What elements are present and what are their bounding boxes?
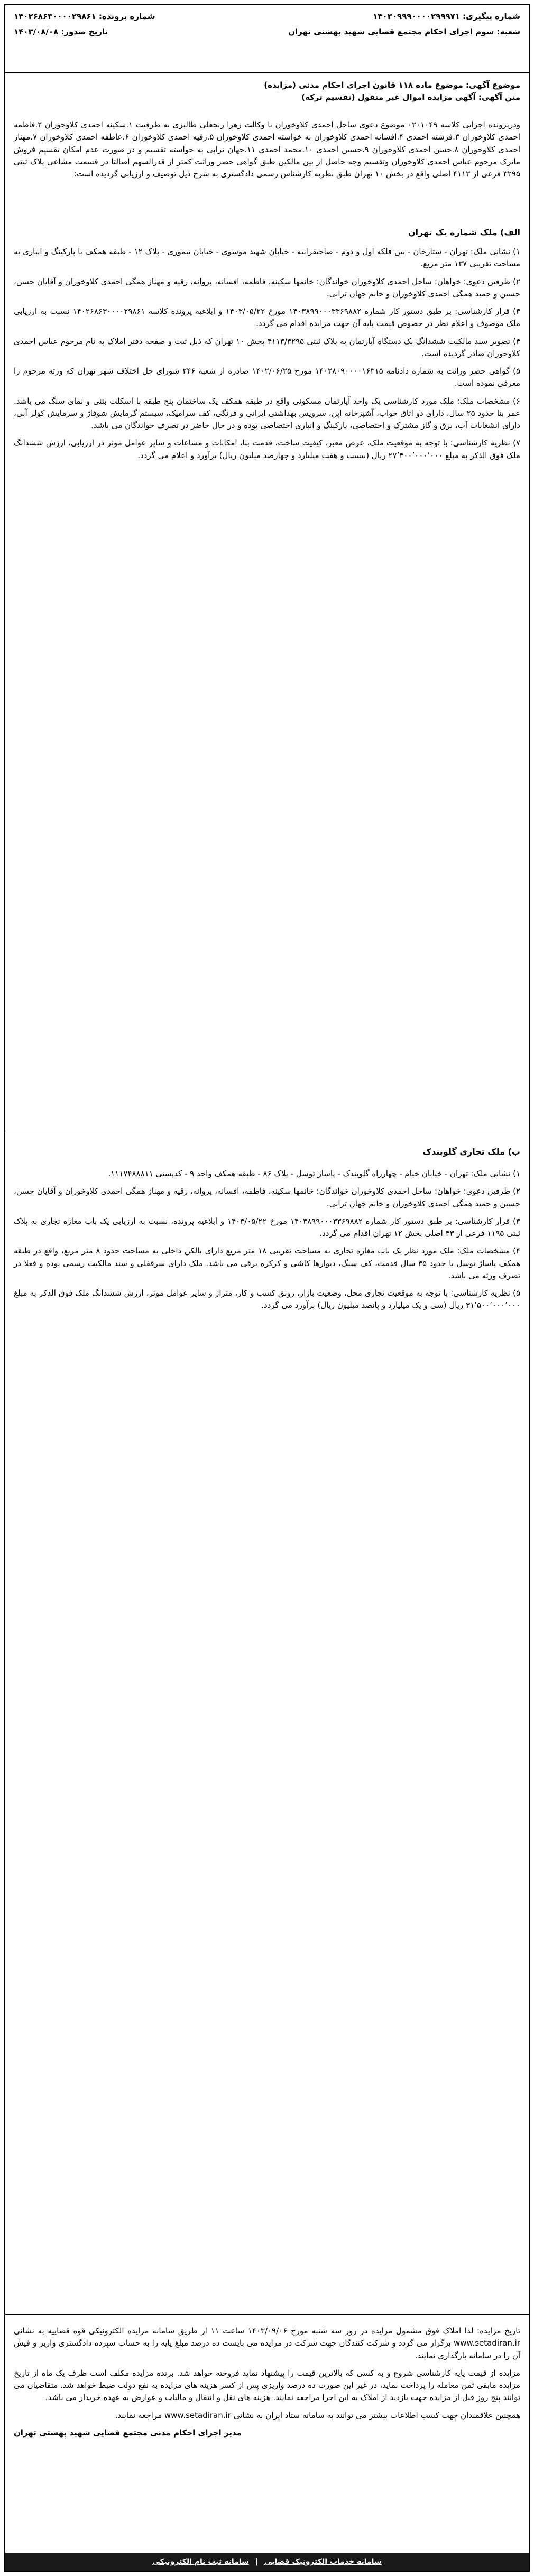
- section-2-title: ب) ملک تجاری گلوبندک: [422, 1147, 520, 1157]
- tracking-number: شماره پیگیری: ۱۴۰۳۰۹۹۹۰۰۰۰۲۹۹۹۷۱: [373, 12, 520, 21]
- section-1-title: الف) ملک شماره یک تهران: [408, 227, 520, 237]
- notice-header: [5, 5, 529, 73]
- auction-divider: [5, 2314, 529, 2315]
- section-2-order: ۳) قرار کارشناسی: بر طبق دستور کار شماره ۱۴۰۳۸۹۹۰۰۰۳۳۶۹۸۸۲ مورخ ۱۴۰۳/۰۵/۲۲ و ابلاغیه پرونده، نسبت به ارزیابی یک باب مغازه تجاری به پلاک ثبتی ۱۱۹۵ فرعی از ۴۳ اصلی بخش ۱۲ تهران اقدام می گردد.: [14, 1216, 520, 1238]
- subject-line: موضوع آگهی: موضوع ماده ۱۱۸ قانون اجرای احکام مدنی (مزایده): [264, 80, 520, 90]
- section-1-valuation: ۷) نظریه کارشناسی: با توجه به موقعیت ملک، عرض معبر، کیفیت ساخت، قدمت بنا، امکانات و مشاعات و سایر عوامل موثر در ارزیابی، ارزش ششدانگ ملک فوق الذکر به مبلغ ۲۷٬۴۰۰٬۰۰۰٬۰۰۰ ریال (بیست و هفت میلیارد و چهارصد میلیون ریال) برآورد و اعلام می گردد.: [14, 438, 520, 460]
- signature: مدیر اجرای احکام مدنی مجتمع قضایی شهید بهشتی تهران: [14, 2428, 242, 2438]
- section-2-body: [14, 1168, 520, 1317]
- notice-subject: [5, 74, 529, 108]
- section-2-specs: ۴) مشخصات ملک: ملک مورد نظر یک باب مغازه تجاری به مساحت تقریبی ۱۸ متر مربع دارای بالکن داخلی به مساحت حدود ۸ متر مربع، واقع در طبقه همکف پاساژ توسل با حدود ۳۵ سال قدمت، کف سنگ، دیوارها کاشی و کرکره برقی می باشد. ملک دارای سرقفلی و سند مالکیت رسمی بوده و فعلا در تصرف ورثه می باشد.: [14, 1246, 520, 1280]
- section-1-parties: ۲) طرفین دعوی: خواهان: ساحل احمدی کلاوخوران خواندگان: خانمها سکینه، فاطمه، افسانه، پروانه، رقیه و مهناز همگی احمدی کلاوخوران و آقایان حسن، حسین و حمید همگی احمدی کلاوخوران و خانم جهان ترابی.: [14, 276, 520, 299]
- section-1-address: ۱) نشانی ملک: تهران - ستارخان - بین فلکه اول و دوم - صاحبقرانیه - خیابان شهید موسوی - خیابان تیموری - پلاک ۱۲ - طبقه همکف با پارکینگ و انباری به مساحت تقریبی ۱۳۷ متر مربع.: [14, 247, 520, 269]
- footer-bar: [5, 2553, 529, 2571]
- footer-link-services[interactable]: سامانه خدمات الکترونیک قضایی: [264, 2558, 382, 2566]
- header-row-2: [14, 26, 520, 38]
- section-2-valuation: ۵) نظریه کارشناسی: با توجه به موقعیت تجاری محل، وضعیت بازار، رونق کسب و کار، متراژ و سایر عوامل موثر، ارزش ششدانگ ملک فوق الذکر به مبلغ ۳۱٬۵۰۰٬۰۰۰٬۰۰۰ ریال (سی و یک میلیارد و پانصد میلیون ریال) برآورد می گردد.: [14, 1288, 520, 1310]
- footer-separator: |: [255, 2558, 258, 2566]
- auction-conditions-paragraph: مزایده از قیمت پایه کارشناسی شروع و به کسی که بالاترین قیمت را پیشنهاد نماید فروخته خواهد شد. برنده مزایده مکلف است ظرف یک ماه از تاریخ مزایده مابقی ثمن معامله را پرداخت نماید، در غیر این صورت ده درصد واریزی پس از کسر هزینه های مزایده به نفع دولت ضبط خواهد شد. متقاضیان می توانند پنج روز قبل از مزایده جهت بازدید از املاک به این اجرا مراجعه نمایند. هزینه های نقل و انتقال و مالیات و عوارض به عهده خریدار می باشد.: [14, 2368, 520, 2403]
- intro-text: ودرپرونده اجرایی کلاسه ۰۲۰۱۰۴۹ موضوع دعوی ساحل احمدی کلاوخوران با وکالت زهرا رنجعلی طالبزی به طرفیت ۱.سکینه احمدی کلاوخوران ۲.فاطمه احمدی کلاوخوران ۳.فرشته احمدی ۴.افسانه احمدی کلاوخوران به خواسته احمدی کلاوخوران ۵.رقیه احمدی کلاوخوران ۶.عاطفه احمدی کلاوخوران ۷.مهناز احمدی کلاوخوران ۸.حسن احمدی کلاوخوران ۹.حسین احمدی ۱۰.محمد احمدی ۱۱.جهان ترابی به خواسته تقسیم و در صورت عدم امکان تقسیم فروش ماترک مرحوم عباس احمدی کلاوخوران وتقسیم وجه حاصل از بین مالکین طبق گواهی حصر وراثت کمتر از قدرالسهم اصالتا در قسمت مشاعی پلاک ثبتی ۳۲۹۵ فرعی از ۴۱۱۳ اصلی واقع در بخش ۱۰ تهران طبق نظریه کارشناس رسمی دادگستری به شرح ذیل توصیف و ارزیابی گردیده است:: [14, 120, 521, 179]
- issue-date: تاریخ صدور: ۱۴۰۳/۰۸/۰۸: [14, 26, 108, 36]
- header-row-1: [14, 11, 520, 23]
- section-1-inheritance: ۵) گواهی حصر وراثت به شماره دادنامه ۱۴۰۲۸۰۹۰۰۰۰۱۶۳۱۵ مورخ ۱۴۰۲/۰۶/۲۵ صادره از شعبه ۲۴۶ شورای حل اختلاف شهر تهران که ورثه مرحوم را معرفی نموده است.: [14, 366, 521, 388]
- footer-link-registration[interactable]: سامانه ثبت نام الکترونیکی: [152, 2558, 249, 2566]
- case-number: شماره پرونده: ۱۴۰۲۶۸۶۳۰۰۰۰۲۹۸۶۱: [14, 12, 155, 21]
- branch-name: شعبه: سوم اجرای احکام مجتمع قضایی شهید بهشتی تهران: [288, 26, 520, 36]
- intro-paragraph: [14, 119, 520, 185]
- section-1-order: ۳) قرار کارشناسی: بر طبق دستور کار شماره ۱۴۰۳۸۹۹۰۰۰۳۳۶۹۸۸۲ مورخ ۱۴۰۳/۰۵/۲۲ و ابلاغیه پرونده کلاسه ۱۴۰۲۶۸۶۳۰۰۰۰۲۹۸۶۱ نسبت به ارزیابی ملک موصوف و اعلام نظر در خصوص قیمت پایه آن جهت مزایده اقدام می گردد.: [14, 306, 520, 329]
- auction-terms: [14, 2325, 520, 2444]
- auction-date-paragraph: تاریخ مزایده: لذا املاک فوق مشمول مزایده در روز سه شنبه مورخ ۱۴۰۳/۰۹/۰۶ ساعت ۱۱ از طریق سامانه مزایده الکترونیکی قوه قضاییه به نشانی www.setadiran.ir برگزار می گردد و شرکت کنندگان جهت شرکت در مزایده می بایست ده درصد مبلغ پایه را به حساب سپرده دادگستری واریز و فیش آن را در سامانه بارگذاری نمایند.: [14, 2326, 520, 2360]
- section-1-specs: ۶) مشخصات ملک: ملک مورد کارشناسی یک واحد آپارتمان مسکونی واقع در طبقه همکف یک ساختمان پنج طبقه با اسکلت بتنی و نمای سنگ می باشد. عمر بنا حدود ۲۵ سال، دارای دو اتاق خواب، آشپزخانه اپن، سرویس بهداشتی ایرانی و فرنگی، کف سرامیک، سیستم گرمایش شوفاژ و سرمایش کولر آبی، دارای انشعابات آب، برق و گاز مشترک و اختصاصی، پارکینگ و انباری اختصاصی بوده و در حال حاضر در تصرف خواندگان می باشد.: [14, 396, 520, 430]
- section-1-body: [14, 246, 520, 467]
- section-2-address: ۱) نشانی ملک: تهران - خیابان خیام - چهارراه گلوبندک - پاساژ توسل - پلاک ۸۶ - طبقه همکف واحد ۹ - کدپستی ۱۱۱۷۴۸۸۸۱۱.: [108, 1169, 520, 1178]
- section-2-parties: ۲) طرفین دعوی: خواهان: ساحل احمدی کلاوخوران خواندگان: خانمها سکینه، فاطمه، افسانه، پروانه، رقیه و مهناز همگی احمدی کلاوخوران و آقایان حسن، حسین و حمید همگی احمدی کلاوخوران و خانم جهان ترابی.: [14, 1186, 520, 1208]
- notice-title: متن آگهی: آگهی مزایده اموال غیر منقول (تقسیم ترکه): [301, 92, 520, 102]
- section-1-deed: ۴) تصویر سند مالکیت ششدانگ یک دستگاه آپارتمان به پلاک ثبتی ۴۱۱۳/۳۲۹۵ بخش ۱۰ تهران که ذیل ثبت و صفحه دفتر املاک به نام مرحوم عباس احمدی کلاوخوران صادر گردیده است.: [14, 336, 520, 358]
- auction-info-paragraph: همچنین علاقمندان جهت کسب اطلاعات بیشتر می توانند به سامانه ستاد ایران به نشانی www.setadiran.ir مراجعه نمایند.: [115, 2410, 520, 2420]
